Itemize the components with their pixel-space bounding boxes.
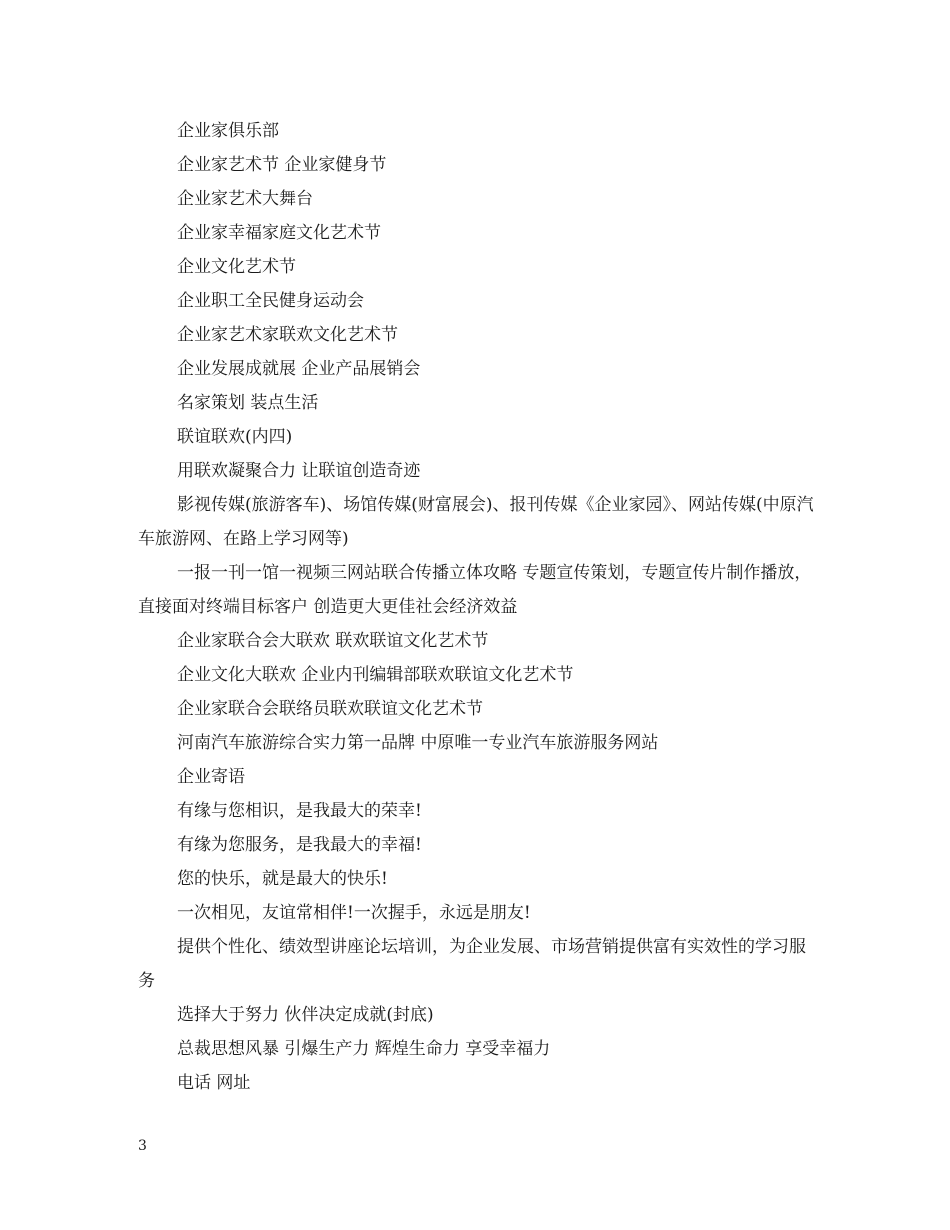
paragraph: 用联欢凝聚合力 让联谊创造奇迹 — [177, 461, 421, 481]
paragraph: 有缘为您服务，是我最大的幸福! — [177, 835, 422, 855]
paragraph: 企业家艺术节 企业家健身节 — [177, 155, 387, 175]
paragraph: 选择大于努力 伙伴决定成就(封底) — [177, 1005, 434, 1025]
paragraph: 提供个性化、绩效型讲座论坛培训，为企业发展、市场营销提供富有实效性的学习服务 — [138, 937, 806, 991]
paragraph: 企业寄语 — [177, 767, 245, 787]
document-body — [138, 114, 818, 1100]
page-number: 3 — [138, 1138, 147, 1154]
paragraph: 总裁思想风暴 引爆生产力 辉煌生命力 享受幸福力 — [177, 1039, 551, 1059]
paragraph: 河南汽车旅游综合实力第一品牌 中原唯一专业汽车旅游服务网站 — [177, 733, 659, 753]
paragraph: 有缘与您相识，是我最大的荣幸! — [177, 801, 422, 821]
paragraph: 企业家艺术大舞台 — [177, 189, 313, 209]
paragraph: 企业发展成就展 企业产品展销会 — [177, 359, 421, 379]
paragraph: 企业职工全民健身运动会 — [177, 291, 364, 311]
paragraph: 企业文化大联欢 企业内刊编辑部联欢联谊文化艺术节 — [177, 665, 574, 685]
paragraph: 企业家俱乐部 — [177, 121, 279, 141]
paragraph: 一报一刊一馆一视频三网站联合传播立体攻略 专题宣传策划，专题宣传片制作播放，直接面对终端目标客户 创造更大更佳社会经济效益 — [138, 563, 812, 617]
paragraph: 一次相见，友谊常相伴!一次握手，永远是朋友! — [177, 903, 531, 923]
paragraph: 影视传媒(旅游客车)、场馆传媒(财富展会)、报刊传媒《企业家园》、网站传媒(中原汽车旅游网、在路上学习网等) — [138, 495, 814, 549]
paragraph: 电话 网址 — [177, 1073, 251, 1093]
paragraph: 联谊联欢(内四) — [177, 427, 293, 447]
paragraph: 您的快乐，就是最大的快乐! — [177, 869, 388, 889]
paragraph: 企业文化艺术节 — [177, 257, 296, 277]
paragraph: 企业家联合会大联欢 联欢联谊文化艺术节 — [177, 631, 489, 651]
paragraph: 名家策划 装点生活 — [177, 393, 319, 413]
paragraph: 企业家联合会联络员联欢联谊文化艺术节 — [177, 699, 483, 719]
paragraph: 企业家艺术家联欢文化艺术节 — [177, 325, 398, 345]
paragraph: 企业家幸福家庭文化艺术节 — [177, 223, 381, 243]
